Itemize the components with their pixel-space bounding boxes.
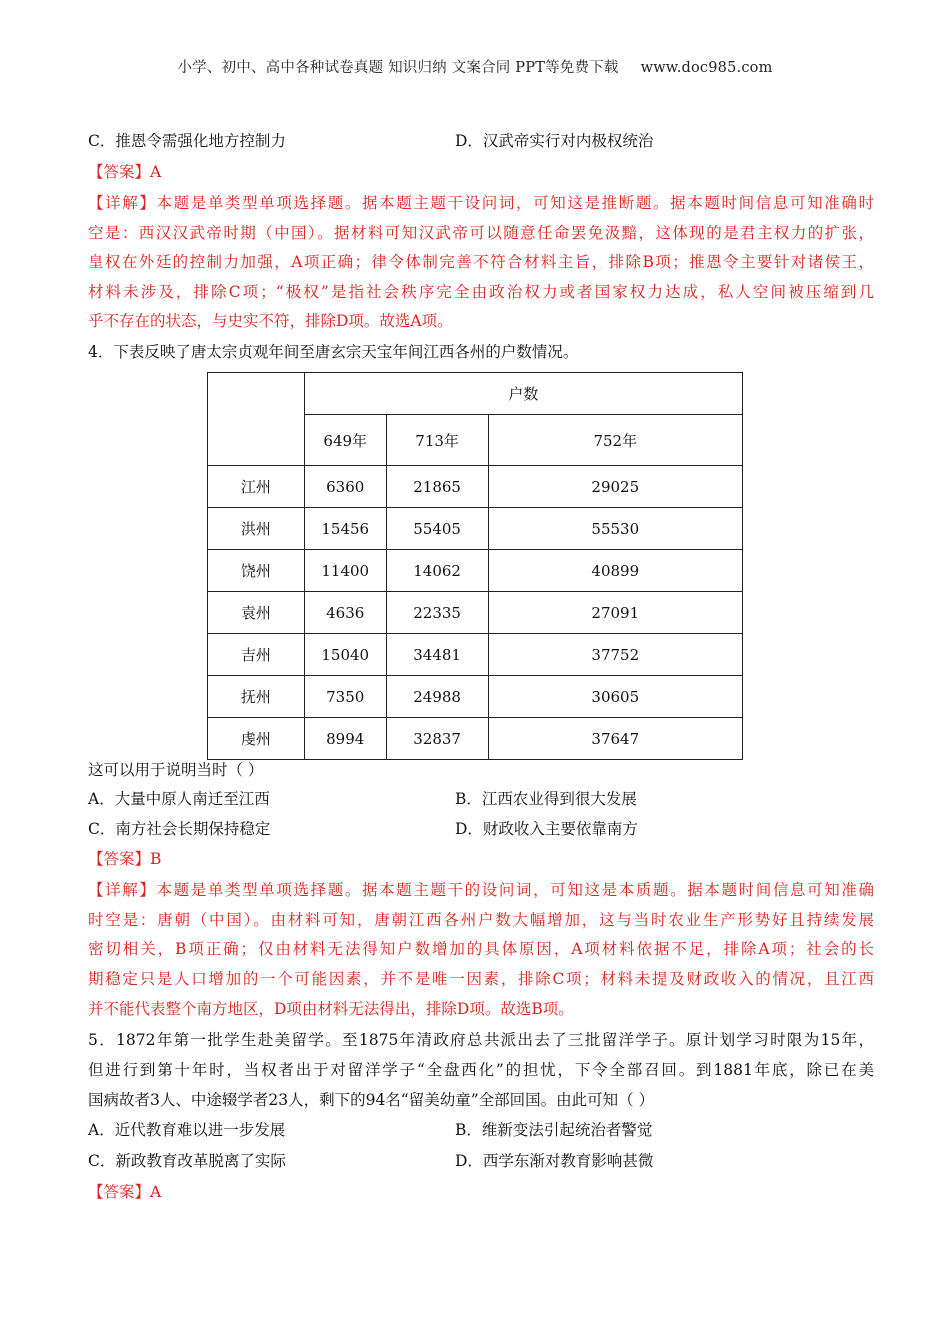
table-header-row [208,373,743,415]
year-header: 713年 [386,415,488,466]
header-text: 小学、初中、高中各种试卷真题 知识归纳 文案合同 PPT等免费下载 [177,60,619,76]
prefecture-name: 吉州 [208,634,305,676]
table-cell: 55530 [488,508,742,550]
table-cell: 14062 [386,550,488,592]
table-row [208,634,743,676]
prefecture-name: 虔州 [208,718,305,760]
q3-answer: 【答案】A [88,163,162,181]
q5-stem-line: 但进行到第十年时，当权者出于对留洋学子“全盘西化”的担忧，下令全部召回。到1881年底，除已在美 [88,1061,874,1079]
table-cell: 55405 [386,508,488,550]
q3-explain-line: 乎不存在的状态，与史实不符，排除D项。故选A项。 [88,312,453,330]
q3-option-d[interactable]: D．汉武帝实行对内极权统治 [455,132,654,150]
page-header [0,56,950,77]
table-cell: 24988 [386,676,488,718]
table-cell: 21865 [386,466,488,508]
table-cell: 15456 [304,508,386,550]
year-header: 649年 [304,415,386,466]
prefecture-name: 抚州 [208,676,305,718]
header-site-link[interactable]: www.doc985.com [640,60,773,76]
year-header: 752年 [488,415,742,466]
prefecture-name: 洪州 [208,508,305,550]
q4-option-d[interactable]: D．财政收入主要依靠南方 [455,820,638,838]
table-cell: 15040 [304,634,386,676]
q4-explain-line: 时空是：唐朝（中国）。由材料可知，唐朝江西各州户数大幅增加，这与当时农业生产形势好且持续发展 [88,911,874,929]
q3-explain-line: 空是：西汉汉武帝时期（中国）。据材料可知汉武帝可以随意任命罢免汲黯，这体现的是君主权力的扩张， [88,224,874,242]
q5-stem-line: 国病故者3人、中途辍学者23人，剩下的94名“留美幼童”全部回国。由此可知（ ） [88,1091,655,1109]
q4-option-a[interactable]: A．大量中原人南迁至江西 [88,790,270,808]
table-cell: 37647 [488,718,742,760]
prefecture-name: 袁州 [208,592,305,634]
table-group-header: 户数 [304,373,742,415]
q5-option-b[interactable]: B．维新变法引起统治者警觉 [455,1121,653,1139]
table-cell: 6360 [304,466,386,508]
q5-stem-line: 5．1872年第一批学生赴美留学。至1875年清政府总共派出去了三批留洋学子。原计划学习时限为15年， [88,1031,874,1049]
households-table [207,372,743,760]
table-cell: 32837 [386,718,488,760]
q4-explain-line: 并不能代表整个南方地区，D项由材料无法得出，排除D项。故选B项。 [88,1000,574,1018]
table-row [208,676,743,718]
q3-explain-line: 【详解】本题是单类型单项选择题。据本题主题干设问词，可知这是推断题。据本题时间信息可知准确时 [88,194,874,212]
q4-question: 这可以用于说明当时（ ） [88,761,264,779]
q4-option-c[interactable]: C．南方社会长期保持稳定 [88,820,271,838]
table-cell: 8994 [304,718,386,760]
q4-explain-line: 【详解】本题是单类型单项选择题。据本题主题干的设问词，可知这是本质题。据本题时间信息可知准确 [88,881,874,899]
q4-option-b[interactable]: B．江西农业得到很大发展 [455,790,637,808]
table-row [208,508,743,550]
q3-explain-line: 皇权在外廷的控制力加强，A项正确；律令体制完善不符合材料主旨，排除B项；推恩令主要针对诸侯王， [88,253,874,271]
table-cell: 27091 [488,592,742,634]
table-cell: 7350 [304,676,386,718]
table-cell: 11400 [304,550,386,592]
table-cell: 34481 [386,634,488,676]
prefecture-name: 江州 [208,466,305,508]
table-cell: 40899 [488,550,742,592]
table-cell: 4636 [304,592,386,634]
table-row [208,592,743,634]
q5-option-a[interactable]: A．近代教育难以进一步发展 [88,1121,286,1139]
table-cell: 37752 [488,634,742,676]
table-row [208,550,743,592]
prefecture-name: 饶州 [208,550,305,592]
q4-explain-line: 期稳定只是人口增加的一个可能因素，并不是唯一因素，排除C项；材料未提及财政收入的情况，且江西 [88,970,874,988]
q4-stem: 4．下表反映了唐太宗贞观年间至唐玄宗天宝年间江西各州的户数情况。 [88,343,579,361]
q5-option-d[interactable]: D．西学东渐对教育影响甚微 [455,1152,654,1170]
table-row [208,466,743,508]
table-cell: 29025 [488,466,742,508]
table-cell: 30605 [488,676,742,718]
table-row [208,718,743,760]
q3-explain-line: 材料未涉及，排除C项；“极权”是指社会秩序完全由政治权力或者国家权力达成，私人空间被压缩到几 [88,283,874,301]
q5-option-c[interactable]: C．新政教育改革脱离了实际 [88,1152,286,1170]
q4-explain-line: 密切相关，B项正确；仅由材料无法得知户数增加的具体原因，A项材料依据不足，排除A项；社会的长 [88,940,874,958]
table-cell: 22335 [386,592,488,634]
table-corner-cell [208,373,305,466]
q4-answer: 【答案】B [88,850,162,868]
q3-option-c[interactable]: C．推恩令需强化地方控制力 [88,132,286,150]
q5-answer: 【答案】A [88,1183,162,1201]
